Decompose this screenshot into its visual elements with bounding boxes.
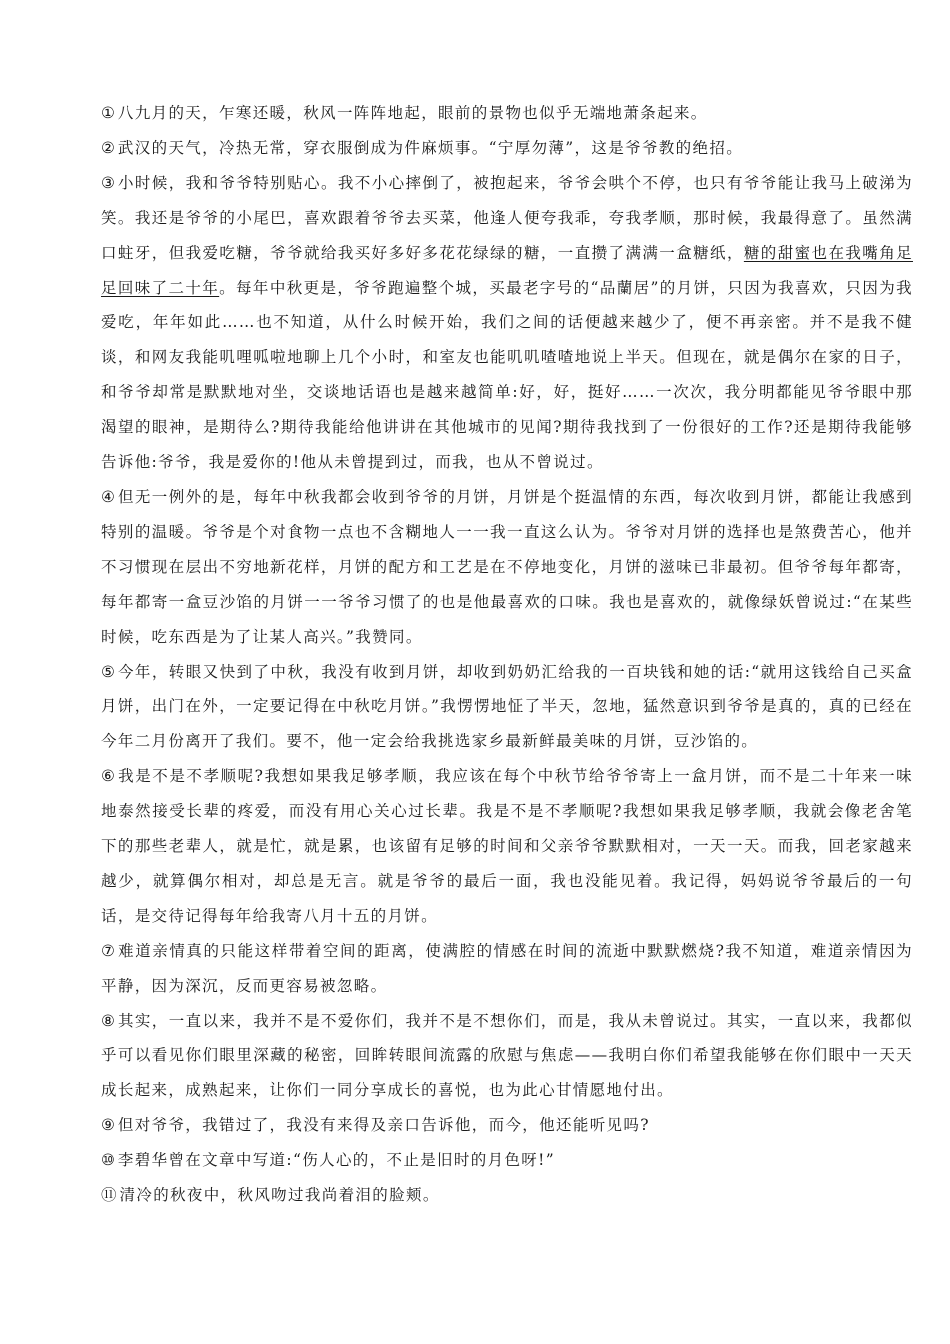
- paragraph-text: 其实，一直以来，我并不是不爱你们，我并不是不想你们，而是，我从未曾说过。其实，一直以来，我都似乎可以看见你们眼里深藏的秘密，回眸转眼间流露的欣慰与焦虑——我明白你们希望我能够在你们眼中一天天成长起来，成熟起来，让你们一同分享成长的喜悦，也为此心甘情愿地付出。: [101, 1011, 913, 1100]
- paragraph-number: ⑤: [101, 662, 115, 681]
- paragraph-text-continued: 。每年中秋更是，爷爷跑遍整个城，买最老字号的“品蘭居”的月饼，只因为我喜欢，只因为我爱吃，年年如此……也不知道，从什么时候开始，我们之间的话便越来越少了，便不再亲密。并不是我不健谈，和网友我能叽哩呱啦地聊上几个小时，和室友也能叽叽喳喳地说上半天。但现在，就是偶尔在家的日子，和爷爷却常是默默地对坐，交谈地话语也是越来越简单:好，好，挺好……一次次，我分明都能见爷爷眼中那渴望的眼神，是期待么?期待我能给他讲讲在其他城市的见闻?期待我找到了一份很好的工作?还是期待我能够告诉他:爷爷，我是爱你的!他从未曾提到过，而我，也从不曾说过。: [101, 278, 913, 472]
- paragraph-number: ⑪: [101, 1186, 117, 1205]
- paragraph-number: ③: [101, 173, 115, 192]
- paragraph-3: [101, 166, 913, 480]
- paragraph-number: ⑨: [101, 1116, 115, 1135]
- paragraph-text: 今年，转眼又快到了中秋，我没有收到月饼，却收到奶奶汇给我的一百块钱和她的话:“就用这钱给自己买盒月饼，出门在外，一定要记得在中秋吃月饼。”我愣愣地怔了半天，忽地，猛然意识到爷爷是真的，真的已经在今年二月份离开了我们。要不，他一定会给我挑选家乡最新鲜最美味的月饼，豆沙馅的。: [101, 662, 913, 751]
- paragraph-text: 但无一例外的是，每年中秋我都会收到爷爷的月饼，月饼是个挺温情的东西，每次收到月饼，都能让我感到特别的温暖。爷爷是个对食物一点也不含糊地人一一我一直这么认为。爷爷对月饼的选择也是煞费苦心，他并不习惯现在层出不穷地新花样，月饼的配方和工艺是在不停地变化，月饼的滋味已非最初。但爷爷每年都寄，每年都寄一盒豆沙馅的月饼一一爷爷习惯了的也是他最喜欢的口味。我也是喜欢的，就像绿妖曾说过:“在某些时候，吃东西是为了让某人高兴。”我赞同。: [101, 487, 913, 646]
- underlined-sentence: 糖的甜蜜也在我嘴角足足回味了二十年: [101, 243, 913, 297]
- paragraph-number: ⑩: [101, 1151, 115, 1170]
- paragraph-text: 我是不是不孝顺呢?我想如果我足够孝顺，我应该在每个中秋节给爷爷寄上一盒月饼，而不是二十年来一味地泰然接受长辈的疼爱，而没有用心关心过长辈。我是不是不孝顺呢?我想如果我足够孝顺，我就会像老舍笔下的那些老辈人，就是忙，就是累，也该留有足够的时间和父亲爷爷默默相对，一天一天。而我，回老家越来越少，就算偶尔相对，却总是无言。就是爷爷的最后一面，我也没能见着。我记得，妈妈说爷爷最后的一句话，是交待记得每年给我寄八月十五的月饼。: [101, 767, 913, 925]
- paragraph-number: ⑦: [101, 941, 116, 960]
- paragraph-text: 李碧华曾在文章中写道:“伤人心的，不止是旧时的月色呀!”: [117, 1151, 556, 1170]
- paragraph-7: [101, 934, 913, 1004]
- paragraph-11: [101, 1178, 913, 1213]
- paragraph-number: ⑧: [101, 1011, 115, 1030]
- paragraph-number: ②: [101, 138, 115, 157]
- paragraph-8: [101, 1004, 913, 1109]
- paragraph-6: [101, 759, 913, 934]
- paragraph-10: [101, 1143, 913, 1178]
- paragraph-text: 清冷的秋夜中，秋风吻过我尚着泪的脸颊。: [119, 1186, 440, 1205]
- paragraph-text: 武汉的天气，冷热无常，穿衣服倒成为件麻烦事。“宁厚勿薄”，这是爷爷教的绝招。: [117, 138, 744, 157]
- article-body: [101, 96, 913, 1213]
- paragraph-text: 难道亲情真的只能这样带着空间的距离，使满腔的情感在时间的流逝中默默燃烧?我不知道，难道亲情因为平静，因为深沉，反而更容易被忽略。: [101, 941, 913, 995]
- paragraph-text: 但对爷爷，我错过了，我没有来得及亲口告诉他，而今，他还能听见吗?: [117, 1116, 650, 1135]
- paragraph-number: ④: [101, 487, 115, 506]
- paragraph-1: [101, 96, 913, 131]
- paragraph-text: 八九月的天，乍寒还暖，秋风一阵阵地起，眼前的景物也似乎无端地萧条起来。: [117, 104, 708, 122]
- paragraph-2: [101, 131, 913, 166]
- paragraph-number: ⑥: [101, 767, 116, 786]
- paragraph-4: [101, 480, 913, 655]
- paragraph-number: ①: [101, 104, 115, 122]
- paragraph-text: 小时候，我和爷爷特别贴心。我不小心摔倒了，被抱起来，爷爷会哄个不停，也只有爷爷能让我马上破涕为笑。我还是爷爷的小尾巴，喜欢跟着爷爷去买菜，他逢人便夸我乖，夸我孝顺，那时候，我最得意了。虽然满口蛀牙，但我爱吃糖，爷爷就给我买好多好多花花绿绿的糖，一直攒了满满一盒糖纸，: [101, 173, 913, 262]
- paragraph-5: [101, 655, 913, 760]
- paragraph-9: [101, 1108, 913, 1143]
